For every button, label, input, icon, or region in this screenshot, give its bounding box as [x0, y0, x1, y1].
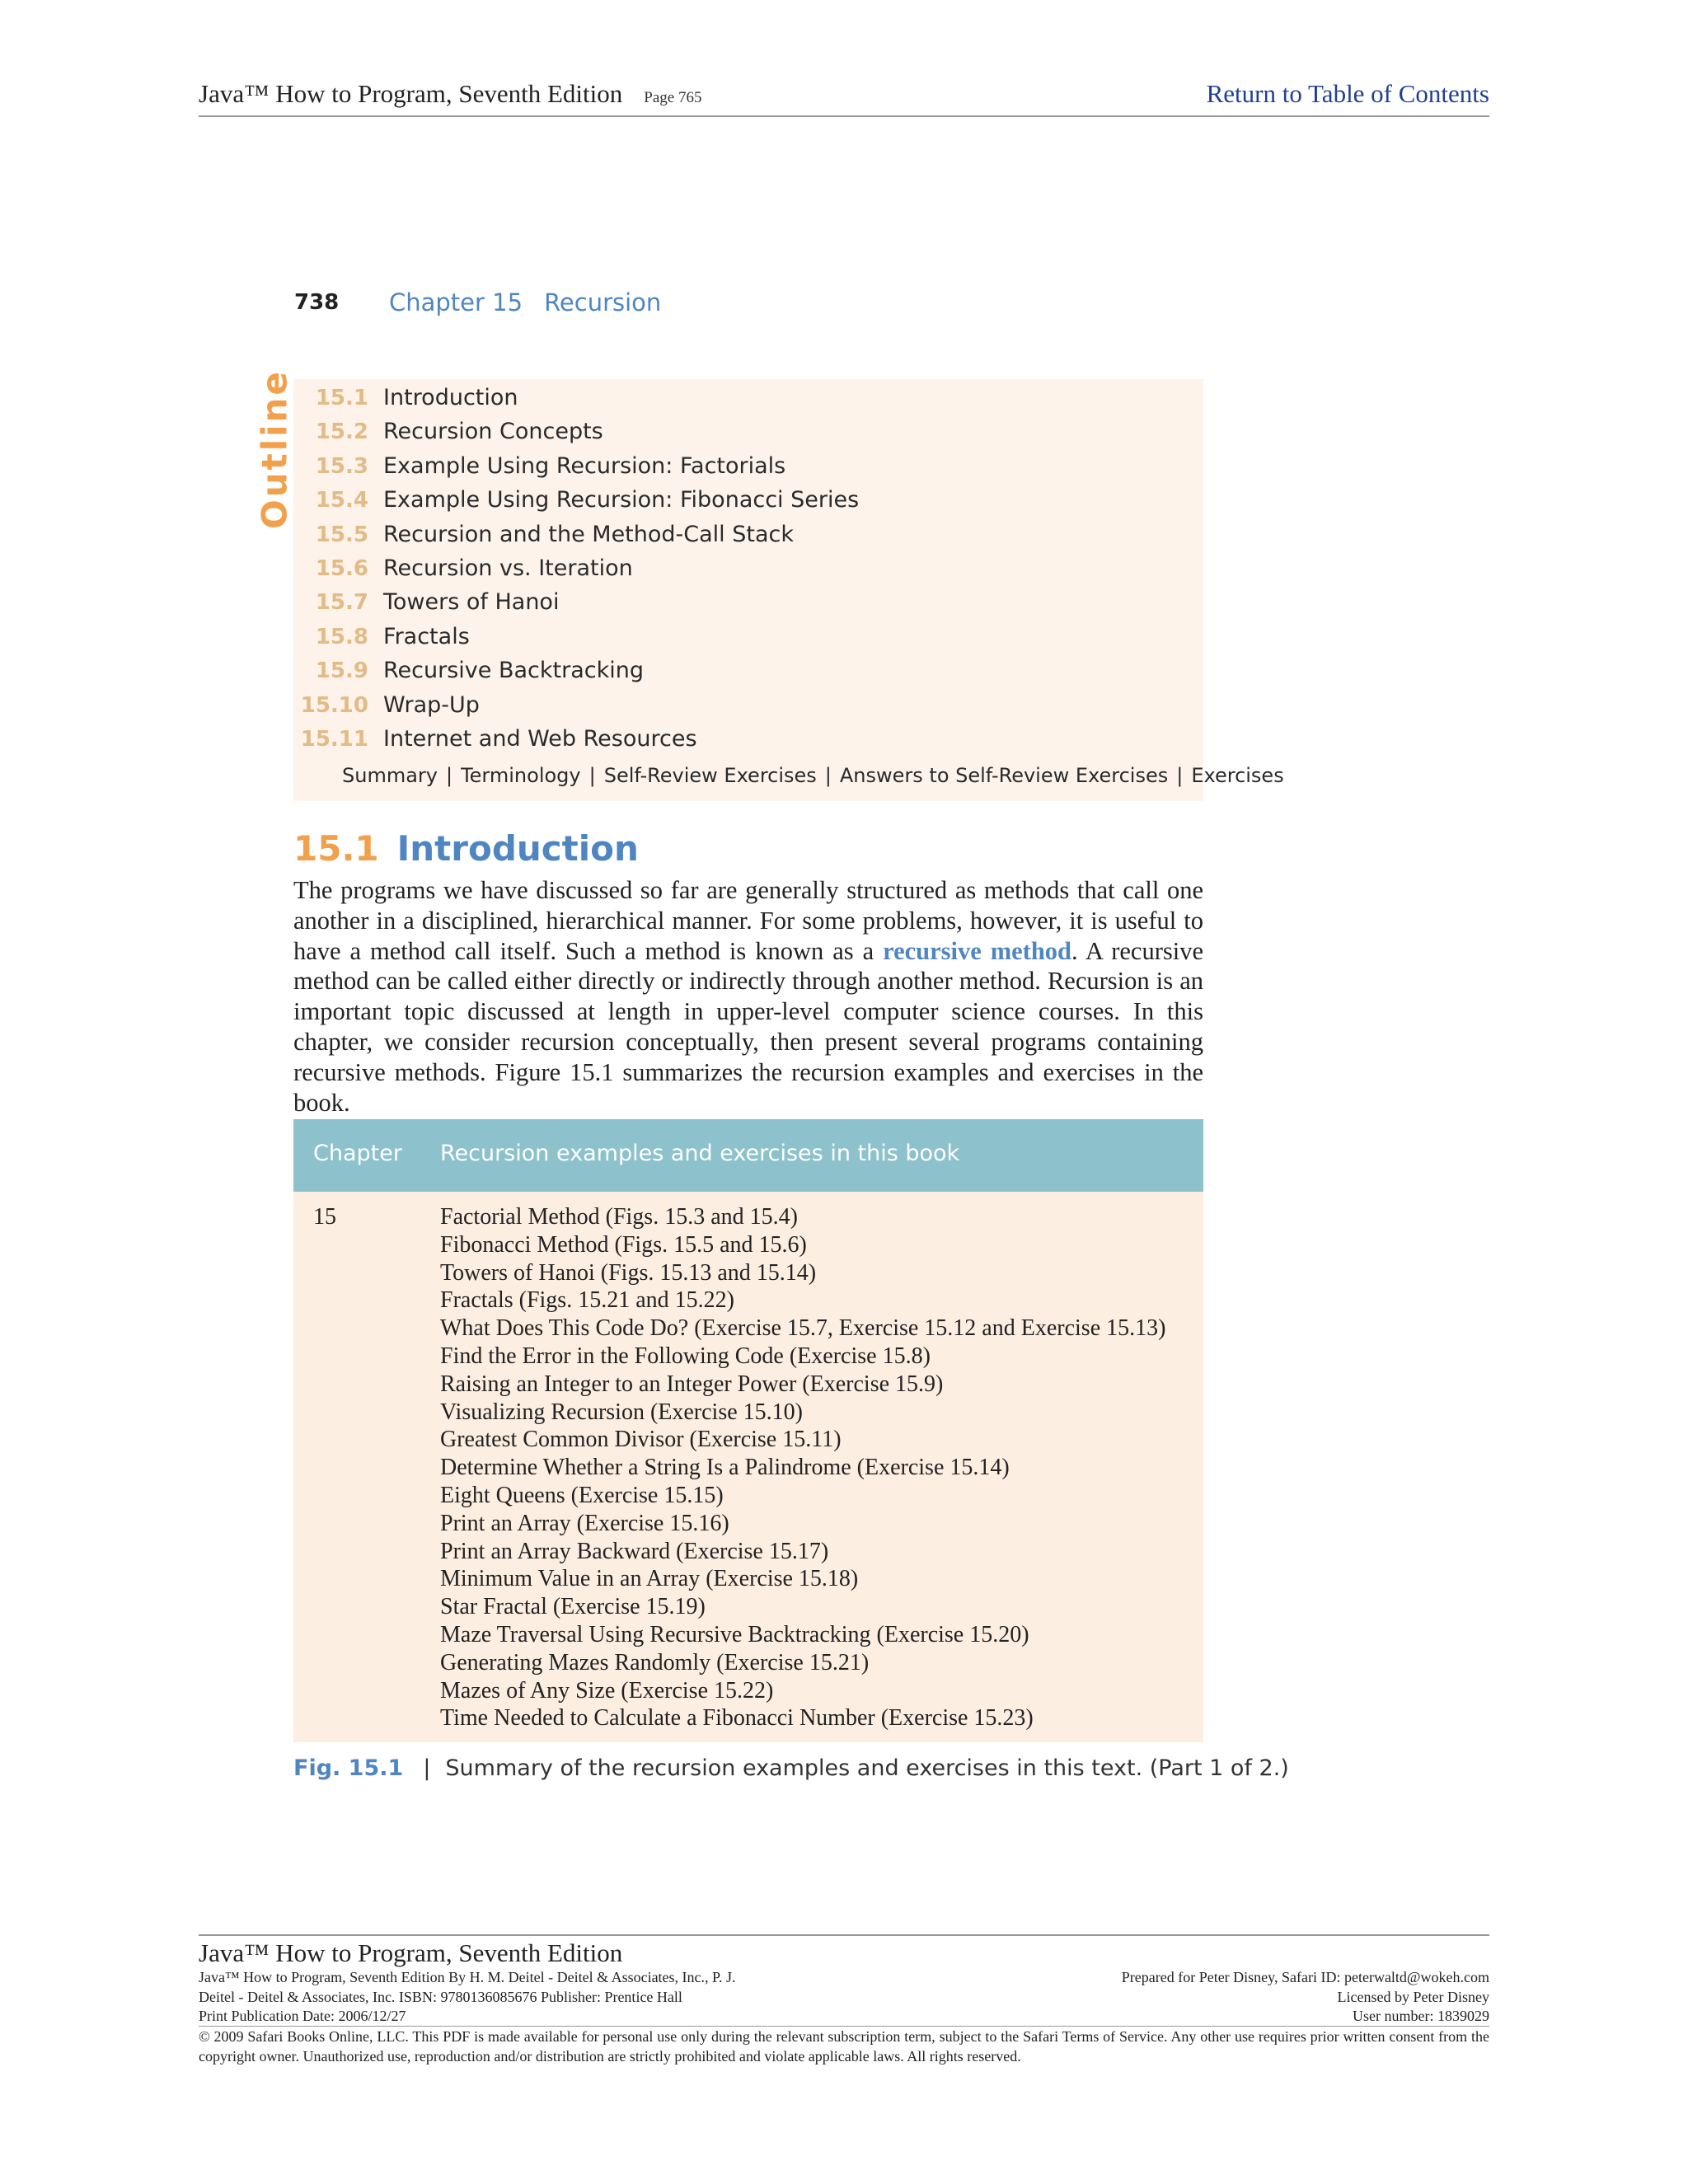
outline-item-number: 15.6 — [315, 555, 368, 581]
table-example-row: Print an Array Backward (Exercise 15.17) — [440, 1538, 829, 1564]
footer-publication-info — [199, 1968, 736, 2027]
outline-item-number: 15.5 — [315, 522, 368, 547]
table-example-row: Time Needed to Calculate a Fibonacci Number (Exercise 15.23) — [440, 1705, 1034, 1732]
outline-item-number: 15.10 — [300, 692, 368, 718]
running-head-chapter — [389, 288, 661, 316]
outline-label-text: Outline — [254, 369, 295, 529]
footer-license-info — [1122, 1968, 1489, 2027]
section-number: 15.1 — [293, 828, 379, 869]
outline-item-number: 15.11 — [300, 726, 368, 752]
footer-left-line: Print Publication Date: 2006/12/27 — [199, 2008, 406, 2024]
outline-item-title: Internet and Web Resources — [383, 725, 697, 752]
outline-item-title: Recursion vs. Iteration — [383, 555, 633, 581]
table-example-row: Maze Traversal Using Recursive Backtracking (Exercise 15.20) — [440, 1621, 1029, 1647]
table-example-row: Find the Error in the Following Code (Exercise 15.8) — [440, 1343, 931, 1369]
outline-item[interactable] — [293, 449, 1203, 483]
footer-left-line: Deitel - Deitel & Associates, Inc. ISBN: 9780136085676 Publisher: Prentice Hall — [199, 1988, 682, 2005]
outline-item-title: Introduction — [383, 385, 518, 410]
para-text-after: . A recursive method can be called either directly or indirectly through another method. Recursion is an important topic discussed at length in upper-level computer science courses. In this chapter, we consider recursion conceptually, then present several programs containing recursive methods. Figure 15.1 summarizes the recursion examples and exercises in the book. — [293, 936, 1203, 1117]
outline-footer-link[interactable]: Summary — [342, 764, 438, 787]
outline-footer-link[interactable]: Terminology — [461, 764, 581, 787]
table-example-row: Determine Whether a String Is a Palindrome (Exercise 15.14) — [440, 1455, 1010, 1481]
section-title: Introduction — [396, 828, 639, 869]
outline-item-title: Recursive Backtracking — [383, 658, 644, 684]
outline-item-title: Wrap-Up — [383, 691, 480, 718]
header-page-label: Page 765 — [644, 89, 702, 106]
table-header-row — [293, 1119, 1203, 1192]
outline-item-number: 15.8 — [315, 624, 368, 649]
table-example-row: Visualizing Recursion (Exercise 15.10) — [440, 1399, 803, 1425]
outline-item-number: 15.2 — [315, 419, 368, 445]
outline-item[interactable] — [293, 654, 1203, 687]
footer-divider-bottom — [199, 2026, 1489, 2027]
outline-item[interactable] — [293, 415, 1203, 448]
table-example-row: Eight Queens (Exercise 15.15) — [440, 1482, 724, 1508]
chapter-label: Chapter 15 — [389, 288, 523, 316]
para-keyword: recursive method — [883, 936, 1072, 965]
caption-text: Summary of the recursion examples and exercises in this text. (Part 1 of 2.) — [445, 1755, 1289, 1781]
outline-item-title: Example Using Recursion: Fibonacci Series — [383, 487, 860, 513]
table-example-row: Fractals (Figs. 15.21 and 15.22) — [440, 1287, 734, 1314]
footer-book-title: Java™ How to Program, Seventh Edition — [199, 1938, 623, 1967]
outline-list — [293, 381, 1203, 756]
footer-left-line: Java™ How to Program, Seventh Edition By H. M. Deitel - Deitel & Associates, Inc., P. J. — [199, 1969, 736, 1985]
outline-item[interactable] — [293, 688, 1203, 722]
footer-right-line: Prepared for Peter Disney, Safari ID: peterwaltd@wokeh.com — [1121, 1969, 1489, 1985]
header-title-text: Java™ How to Program, Seventh Edition — [199, 79, 623, 108]
outline-item-title: Towers of Hanoi — [383, 589, 560, 616]
column-header-examples: Recursion examples and exercises in this book — [440, 1141, 960, 1166]
intro-paragraph — [293, 875, 1203, 1118]
outline-item[interactable] — [293, 620, 1203, 654]
outline-footer-separator: | — [1176, 764, 1184, 787]
table-examples-list — [440, 1203, 1165, 1732]
table-example-row: Greatest Common Divisor (Exercise 15.11) — [440, 1427, 842, 1453]
outline-item-number: 15.4 — [315, 488, 368, 513]
outline-footer-link[interactable]: Self-Review Exercises — [603, 764, 817, 787]
footer-right-line: User number: 1839029 — [1353, 2008, 1489, 2024]
outline-item-number: 15.7 — [315, 590, 368, 616]
section-heading — [293, 828, 639, 869]
table-example-row: Factorial Method (Figs. 15.3 and 15.4) — [440, 1204, 798, 1230]
table-cell-chapter: 15 — [313, 1204, 336, 1230]
outline-item[interactable] — [293, 381, 1203, 415]
outline-item-title: Fractals — [383, 623, 470, 649]
outline-item-number: 15.1 — [315, 386, 368, 410]
outline-footer-separator: | — [824, 764, 832, 787]
table-example-row: Print an Array (Exercise 15.16) — [440, 1510, 729, 1536]
table-example-row: Fibonacci Method (Figs. 15.5 and 15.6) — [440, 1231, 807, 1258]
figure-caption — [293, 1755, 1289, 1781]
outline-footer-separator: | — [445, 764, 453, 787]
chapter-title: Recursion — [544, 288, 662, 316]
page-number: 738 — [294, 290, 340, 315]
outline-item[interactable] — [293, 722, 1203, 756]
table-example-row: Raising an Integer to an Integer Power (Exercise 15.9) — [440, 1371, 944, 1397]
footer-divider-top — [199, 1934, 1489, 1936]
outline-item-title: Recursion and the Method-Call Stack — [383, 521, 795, 547]
footer-right-line: Licensed by Peter Disney — [1337, 1988, 1489, 2005]
outline-item-number: 15.9 — [315, 658, 368, 684]
outline-item-title: Recursion Concepts — [383, 419, 603, 445]
header-divider — [199, 115, 1489, 117]
table-example-row: Towers of Hanoi (Figs. 15.13 and 15.14) — [440, 1259, 817, 1286]
outline-footer-links — [342, 764, 1284, 787]
outline-item[interactable] — [293, 551, 1203, 585]
outline-footer-link[interactable]: Exercises — [1191, 764, 1284, 787]
figure-label: Fig. 15.1 — [293, 1755, 404, 1781]
header-book-title — [199, 79, 701, 109]
outline-item[interactable] — [293, 518, 1203, 551]
footer-copyright: © 2009 Safari Books Online, LLC. This PDF is made available for personal use only during the relevant subscription term, subject to the Safari Terms of Service. Any other use requires prior written consent from the copyright owner. Unauthorized use, reproduction and/or distribution are strictly prohibited and violate applicable laws. All rights reserved. — [199, 2028, 1489, 2064]
outline-item-number: 15.3 — [315, 453, 368, 479]
table-example-row: Star Fractal (Exercise 15.19) — [440, 1594, 706, 1620]
outline-item[interactable] — [293, 483, 1203, 517]
outline-item[interactable] — [293, 585, 1203, 619]
table-example-row: Generating Mazes Randomly (Exercise 15.21) — [440, 1649, 870, 1675]
table-example-row: What Does This Code Do? (Exercise 15.7, Exercise 15.12 and Exercise 15.13) — [440, 1315, 1166, 1342]
outline-footer-separator: | — [588, 764, 596, 787]
column-header-chapter: Chapter — [313, 1141, 402, 1166]
caption-separator: | — [423, 1755, 431, 1781]
para-text-before: The programs we have discussed so far are generally structured as methods that call one another in a disciplined, hierarchical manner. For some problems, however, it is useful to have a method call itself. Such a method is known as a — [293, 876, 1203, 965]
outline-label — [250, 369, 299, 529]
return-to-toc-link[interactable]: Return to Table of Contents — [1206, 79, 1489, 108]
outline-footer-link[interactable]: Answers to Self-Review Exercises — [839, 764, 1169, 787]
table-example-row: Mazes of Any Size (Exercise 15.22) — [440, 1677, 774, 1704]
outline-item-title: Example Using Recursion: Factorials — [383, 452, 786, 479]
table-example-row: Minimum Value in an Array (Exercise 15.18) — [440, 1566, 859, 1592]
